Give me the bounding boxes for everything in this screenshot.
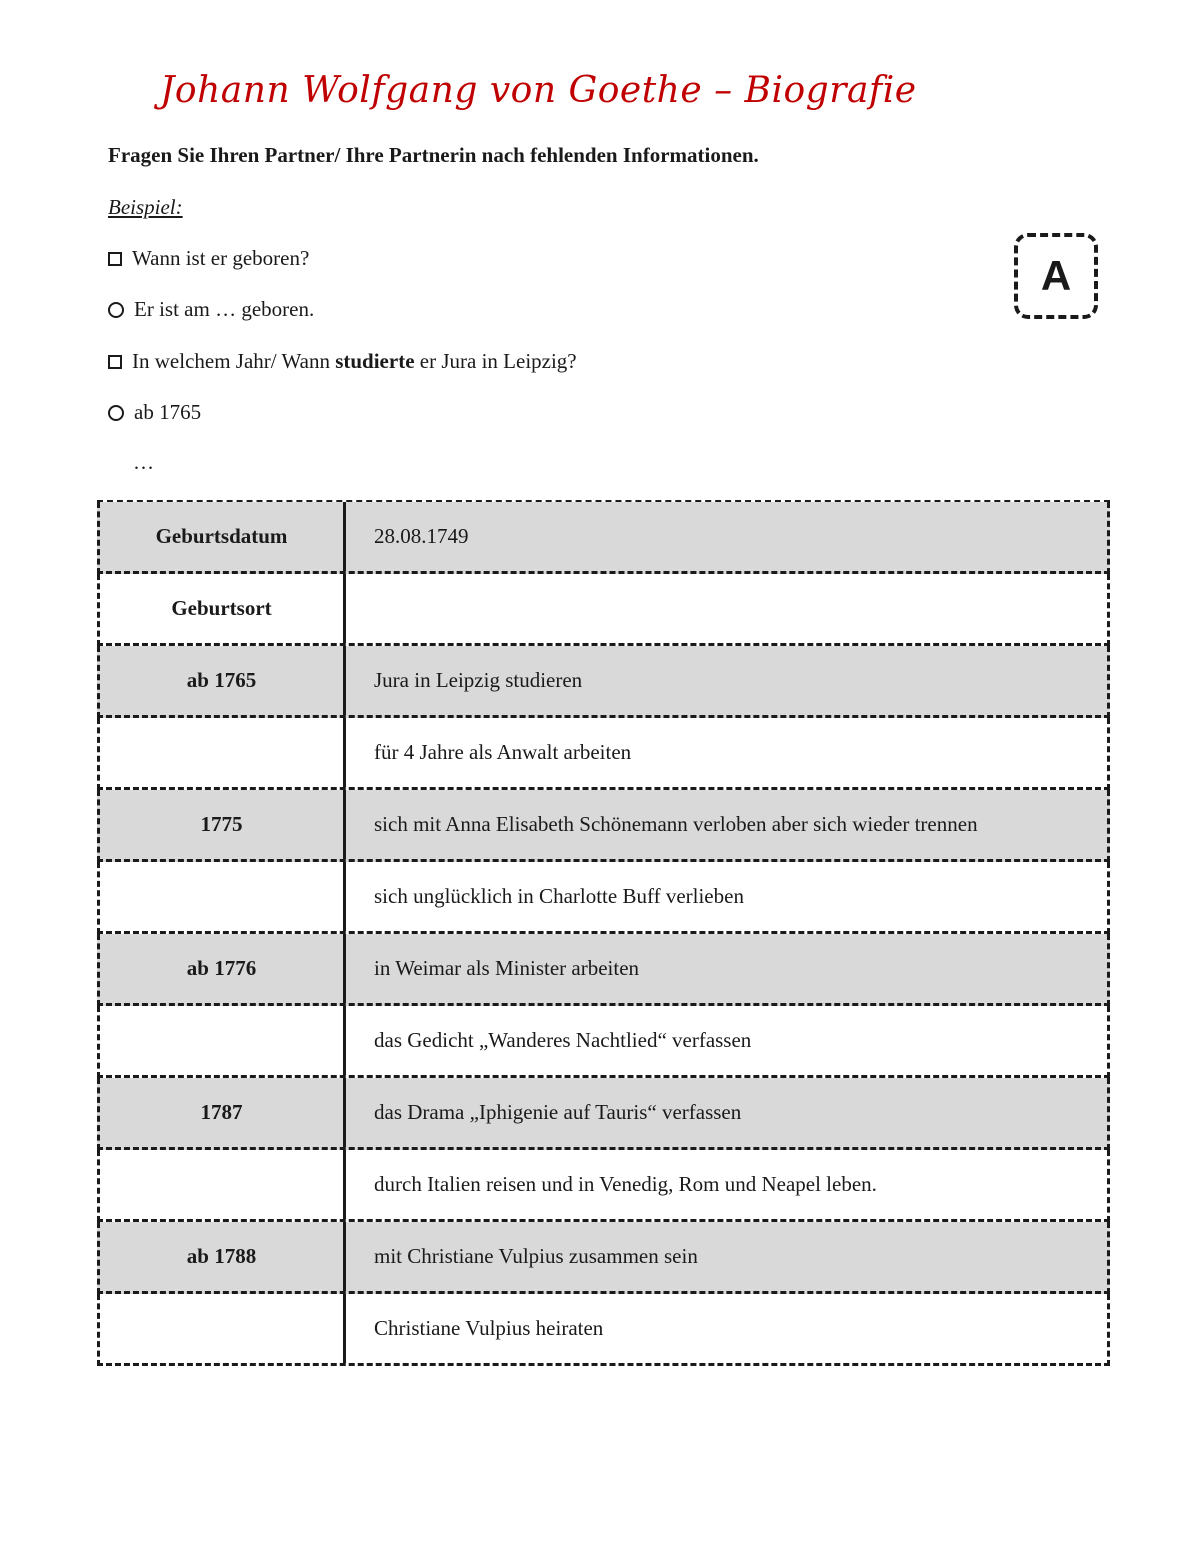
example-label: Beispiel: [108, 195, 183, 219]
table-row [97, 1006, 1110, 1078]
row-label: Geburtsdatum [100, 502, 346, 571]
example-line-text: In welchem Jahr/ Wann [132, 349, 336, 373]
example-line-text: er Jura in Leipzig? [414, 349, 577, 373]
row-value: in Weimar als Minister arbeiten [374, 956, 640, 980]
table-row [97, 646, 1110, 718]
square-bullet-icon [108, 355, 122, 369]
row-label [100, 1150, 346, 1219]
row-label: ab 1776 [100, 934, 346, 1003]
row-label: ab 1765 [100, 646, 346, 715]
row-value [346, 574, 1107, 643]
table-row [97, 1294, 1110, 1366]
row-value: Christiane Vulpius heiraten [374, 1316, 604, 1340]
table-row [97, 790, 1110, 862]
row-value: das Drama „Iphigenie auf Tauris“ verfassen [374, 1100, 742, 1124]
circle-bullet-icon [108, 302, 124, 318]
row-label: ab 1788 [100, 1222, 346, 1291]
example-line-text: ab 1765 [134, 400, 202, 424]
table-row [97, 934, 1110, 1006]
row-value: sich unglücklich in Charlotte Buff verlieben [374, 884, 744, 908]
row-label: 1775 [100, 790, 346, 859]
example-line-1 [108, 246, 309, 271]
example-line-4 [108, 400, 201, 425]
row-label [100, 862, 346, 931]
instruction-text: Fragen Sie Ihren Partner/ Ihre Partnerin nach fehlenden Informationen. [108, 143, 759, 167]
table-row [97, 1222, 1110, 1294]
row-value: Jura in Leipzig studieren [374, 668, 583, 692]
table-row [97, 1078, 1110, 1150]
row-label: Geburtsort [100, 574, 346, 643]
table-row [97, 862, 1110, 934]
page-title: Johann Wolfgang von Goethe – Biografie [160, 70, 917, 111]
example-line-2 [108, 297, 314, 322]
row-value: sich mit Anna Elisabeth Schönemann verloben aber sich wieder trennen [374, 812, 978, 836]
square-bullet-icon [108, 252, 122, 266]
row-value: mit Christiane Vulpius zusammen sein [374, 1244, 698, 1268]
example-line-3 [108, 349, 577, 374]
table-row [97, 574, 1110, 646]
row-value: für 4 Jahre als Anwalt arbeiten [374, 740, 632, 764]
row-label [100, 1294, 346, 1363]
table-row [97, 1150, 1110, 1222]
row-value: durch Italien reisen und in Venedig, Rom und Neapel leben. [374, 1172, 877, 1196]
version-badge: A [1014, 233, 1098, 319]
row-label [100, 1006, 346, 1075]
biography-table [97, 500, 1110, 1366]
row-value: das Gedicht „Wanderes Nachtlied“ verfassen [374, 1028, 752, 1052]
table-row [97, 502, 1110, 574]
table-row [97, 718, 1110, 790]
circle-bullet-icon [108, 405, 124, 421]
example-line-bold: studierte [335, 349, 415, 373]
ellipsis: … [133, 450, 154, 474]
row-label: 1787 [100, 1078, 346, 1147]
row-value: 28.08.1749 [374, 524, 469, 548]
example-line-text: Er ist am … geboren. [134, 297, 315, 321]
example-line-text: Wann ist er geboren? [132, 246, 310, 270]
row-label [100, 718, 346, 787]
